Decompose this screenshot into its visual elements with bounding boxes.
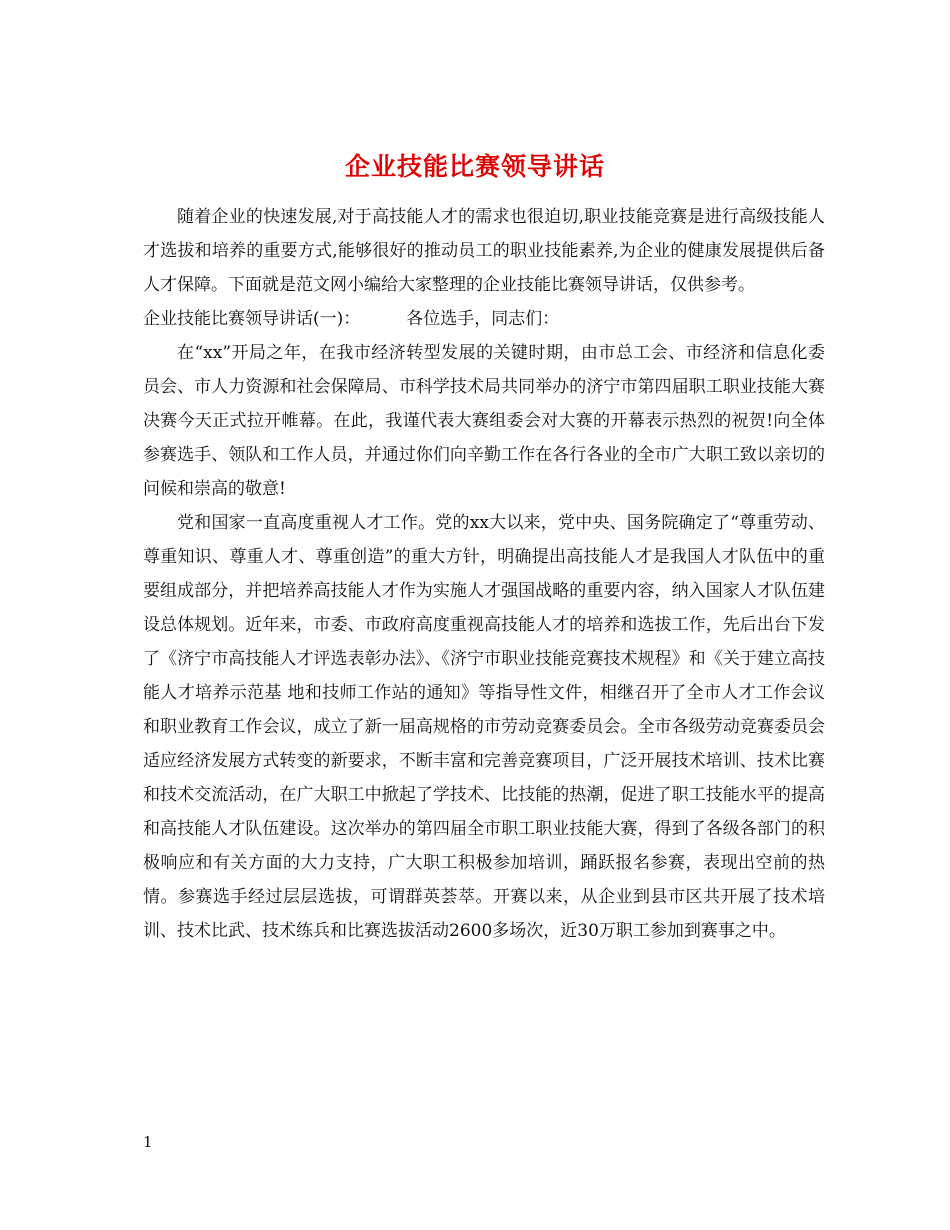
document-body: [143, 200, 825, 948]
section-heading: 企业技能比赛领导讲话(一)：: [143, 309, 361, 329]
body-paragraph-1: 在“xx”开局之年，在我市经济转型发展的关键时期，由市总工会、市经济和信息化委员会、市人力资源和社会保障局、市科学技术局共同举办的济宁市第四届职工职业技能大赛决赛今天正式拉开帷幕。在此，我谨代表大赛组委会对大赛的开幕表示热烈的祝贺!向全体参赛选手、领队和工作人员，并通过你们向辛勤工作在各行各业的全市广大职工致以亲切的问候和崇高的敬意!: [143, 343, 825, 499]
intro-paragraph: 随着企业的快速发展,对于高技能人才的需求也很迫切,职业技能竞赛是进行高级技能人才选拔和培养的重要方式,能够很好的推动员工的职业技能素养,为企业的健康发展提供后备人才保障。下面就是范文网小编给大家整理的企业技能比赛领导讲话，仅供参考。: [143, 207, 825, 295]
page-number: 1: [143, 1133, 153, 1151]
salutation: 各位选手，同志们：: [406, 309, 560, 329]
document-title: 企业技能比赛领导讲话: [344, 151, 605, 181]
section-heading-line: [143, 302, 825, 336]
body-paragraph-2: 党和国家一直高度重视人才工作。党的xx大以来，党中央、国务院确定了“尊重劳动、尊重知识、尊重人才、尊重创造”的重大方针，明确提出高技能人才是我国人才队伍中的重要组成部分，并把培养高技能人才作为实施人才强国战略的重要内容，纳入国家人才队伍建设总体规划。近年来，市委、市政府高度重视高技能人才的培养和选拔工作，先后出台下发了《济宁市高技能人才评选表彰办法》、《济宁市职业技能竞赛技术规程》和《关于建立高技能人才培养示范基 地和技师工作站的通知》等指导性文件，相继召开了全市人才工作会议和职业教育工作会议，成立了新一届高规格的市劳动竞赛委员会。全市各级劳动竞赛委员会适应经济发展方式转变的新要求，不断丰富和完善竞赛项目，广泛开展技术培训、技术比赛和技术交流活动，在广大职工中掀起了学技术、比技能的热潮，促进了职工技能水平的提高和高技能人才队伍建设。这次举办的第四届全市职工职业技能大赛，得到了各级各部门的积极响应和有关方面的大力支持，广大职工积极参加培训，踊跃报名参赛，表现出空前的热情。参赛选手经过层层选拔，可谓群英荟萃。开赛以来，从企业到县市区共开展了技术培训、技术比武、技术练兵和比赛选拔活动2600多场次，近30万职工参加到赛事之中。: [143, 513, 825, 941]
